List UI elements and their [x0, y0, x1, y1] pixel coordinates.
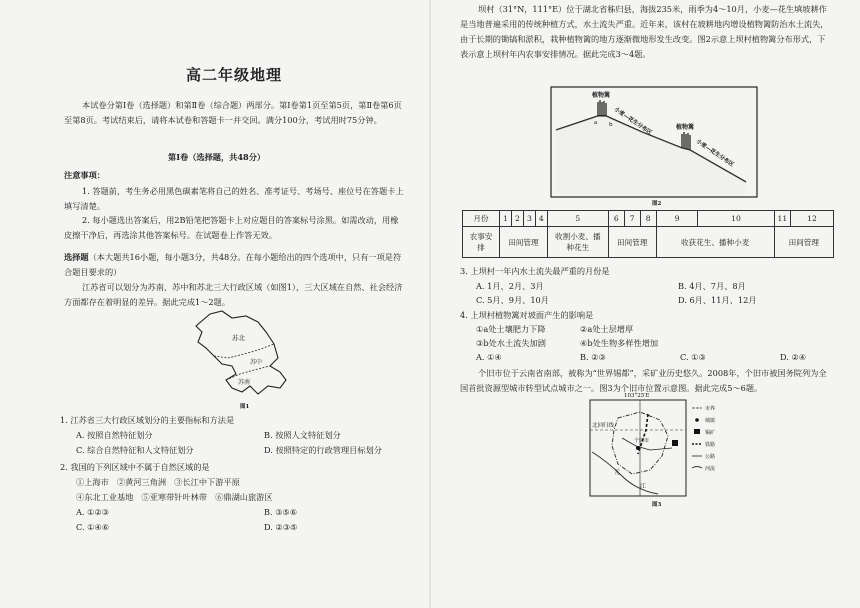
q3-option-d: D. 6月、11月、12月	[678, 295, 757, 305]
q3-option-b: B. 4月、7月、8月	[678, 281, 746, 291]
legend-label: 铁路	[705, 442, 716, 448]
tropic-label: 北回归线	[592, 423, 615, 429]
note-2: 2. 每小题选出答案后，用2B铅笔把答题卡上对应题目的答案标号涂黑。如需改动，用橡皮擦干净后，再选涂其他答案标号。在试题卷上作答无效。	[64, 215, 399, 240]
month-cell: 10	[698, 211, 774, 227]
month-cell: 9	[656, 211, 698, 227]
legend-label: 城镇	[705, 418, 716, 424]
task-header: 农事安排	[463, 227, 500, 258]
hedgerow-2	[682, 132, 690, 150]
figure-1-caption: 图1	[240, 404, 250, 410]
river-honghe	[592, 452, 658, 494]
point-a-label: a	[594, 120, 598, 126]
right-page	[430, 0, 860, 608]
point-b-label: b	[609, 122, 613, 128]
month-cell: 7	[624, 211, 640, 227]
q1-stem: 1. 江苏省三大行政区域划分的主要指标和方法是	[60, 415, 235, 425]
river-label-yuan: 元	[614, 469, 621, 476]
q4-statement-1: ①a处土壤肥力下降	[476, 324, 546, 334]
q4-option-b: B. ②③	[580, 352, 606, 362]
legend-label: 河流	[705, 466, 716, 472]
q1-option-b: B. 按照人文特征划分	[264, 430, 341, 440]
month-cell: 2	[511, 211, 523, 227]
month-header: 月份	[463, 211, 500, 227]
q2-option-b: B. ③⑤⑥	[264, 507, 298, 517]
q3-stem: 3. 上坝村一年内水土流失最严重的月份是	[460, 266, 610, 276]
q4-statement-2: ②a处土层增厚	[580, 324, 634, 334]
passage-jiangsu: 江苏省可以划分为苏南、苏中和苏北三大行政区域（如图1），三大区域在自然、社会经济方面都存在着明显的差异。据此完成1～2题。	[64, 282, 403, 307]
mc-label: 选择题	[64, 252, 89, 262]
map-label-suzhong: 苏中	[250, 359, 263, 366]
month-cell: 11	[774, 211, 790, 227]
exam-title: 高二年级地理	[186, 66, 283, 84]
figure-3-gejiu-map	[588, 390, 724, 498]
q1-option-d: D. 按照特定的行政管理目标划分	[264, 445, 382, 455]
exam-intro: 本试卷分第Ⅰ卷（选择题）和第Ⅱ卷（综合题）两部分。第Ⅰ卷第1页至第5页，第Ⅱ卷第6页至第8页。考试结束后，请将本试卷和答题卡一并交回。满分100分，考试用时75分钟。	[64, 100, 402, 125]
q1-option-c: C. 综合自然特征和人文特征划分	[76, 445, 194, 455]
hedgerow-1	[598, 100, 606, 116]
hedgerow-label-1: 植物篱	[592, 92, 611, 99]
table-row-tasks	[463, 227, 834, 258]
task-cell: 田间管理	[500, 227, 548, 258]
month-cell: 5	[547, 211, 608, 227]
figure-3-caption: 图3	[652, 502, 662, 508]
q2-option-c: C. ①④⑥	[76, 522, 110, 532]
map-legend	[692, 405, 716, 472]
notes-heading: 注意事项：	[64, 170, 105, 180]
q4-option-a: A. ①④	[476, 352, 502, 362]
crop-band-label-1: 小麦—花生分布区	[612, 106, 653, 137]
gejiu-city-marker	[636, 446, 640, 450]
legend-label: 公路	[705, 454, 716, 460]
passage-gejiu: 个旧市位于云南省南部，被称为“世界锡都”，采矿业历史悠久。2008年，个旧市被国务院列为全国首批资源型城市转型试点城市之一。图3为个旧市位置示意图。据此完成5～6题。	[460, 368, 827, 393]
q4-option-c: C. ①③	[680, 352, 706, 362]
month-cell: 4	[535, 211, 547, 227]
table-row-months	[463, 211, 834, 227]
month-cell: 1	[500, 211, 512, 227]
note-1: 1. 答题前，考生务必用黑色碳素笔将自己的姓名、准考证号、考场号、座位号在答题卡上填写清楚。	[64, 186, 404, 211]
task-cell: 田间管理	[774, 227, 833, 258]
passage-bacun: 坝村（31°N，111°E）位于湖北省秭归县，海拔235米，雨季为4～10月，小麦—花生填坡耕作是当地普遍采用的传统种植方式，水土流失严重。近年来，该村在坡耕地内增设植物篱防治水土流失，由于长期的锄镐和淤积，栽种植物篱的地方逐渐微地形发生改变。图2示意上坝村植物篱分布形式，下表示意上坝村年内农事安排情况。据此完成3～4题。	[460, 4, 829, 59]
task-cell: 收获花生、播种小麦	[656, 227, 774, 258]
q2-option-d: D. ②③⑤	[264, 522, 298, 532]
month-cell: 8	[640, 211, 656, 227]
q2-items-1: ①上海市 ②黄河三角洲 ③长江中下游平原	[76, 477, 240, 487]
q4-option-d: D. ②④	[780, 352, 807, 362]
month-cell: 6	[608, 211, 624, 227]
subei-boundary	[214, 344, 274, 358]
hedgerow-label-2: 植物篱	[676, 124, 695, 131]
figure-2-hedgerow-slope	[550, 86, 758, 198]
map-label-subei: 苏北	[232, 334, 245, 342]
figure-1-jiangsu-map	[188, 308, 298, 406]
mc-intro-text: （本大题共16小题，每小题3分，共48分。在每小题给出的四个选项中，只有一项是符合题目要求的）	[64, 252, 402, 277]
month-cell: 3	[523, 211, 535, 227]
map-label-sunan: 苏南	[238, 379, 251, 386]
legend-label: 锡矿	[705, 430, 716, 436]
mc-intro	[64, 250, 404, 280]
task-cell: 收割小麦、播种花生	[547, 227, 608, 258]
farming-schedule-table	[462, 210, 834, 258]
legend-label: 市界	[705, 406, 716, 412]
crop-band-label-2: 小麦—花生分布区	[694, 138, 735, 169]
section-1-heading: 第Ⅰ卷（选择题，共48分）	[168, 152, 266, 162]
river-label-jiang: 江	[640, 483, 647, 490]
q4-stem: 4. 上坝村植物篱对坡面产生的影响是	[460, 310, 594, 320]
q2-stem: 2. 我国的下列区域中不属于自然区域的是	[60, 462, 210, 472]
longitude-label: 103°25′E	[624, 393, 650, 399]
month-cell: 12	[791, 211, 834, 227]
tin-mine-marker	[672, 440, 678, 446]
city-label: 个旧市	[634, 438, 650, 444]
q3-option-c: C. 5月、9月、10月	[476, 295, 549, 305]
q2-option-a: A. ①②③	[76, 507, 110, 517]
q3-option-a: A. 1月、2月、3月	[476, 281, 544, 291]
q4-statement-4: ④b处生物多样性增加	[580, 338, 659, 348]
task-cell: 田间管理	[608, 227, 656, 258]
figure-2-caption: 图2	[652, 201, 662, 207]
q1-option-a: A. 按照自然特征划分	[76, 430, 153, 440]
q4-statement-3: ③b处水土流失加剧	[476, 338, 546, 348]
q2-items-2: ④东北工业基地 ⑤亚寒带针叶林带 ⑥鼎湖山旅游区	[76, 492, 273, 502]
